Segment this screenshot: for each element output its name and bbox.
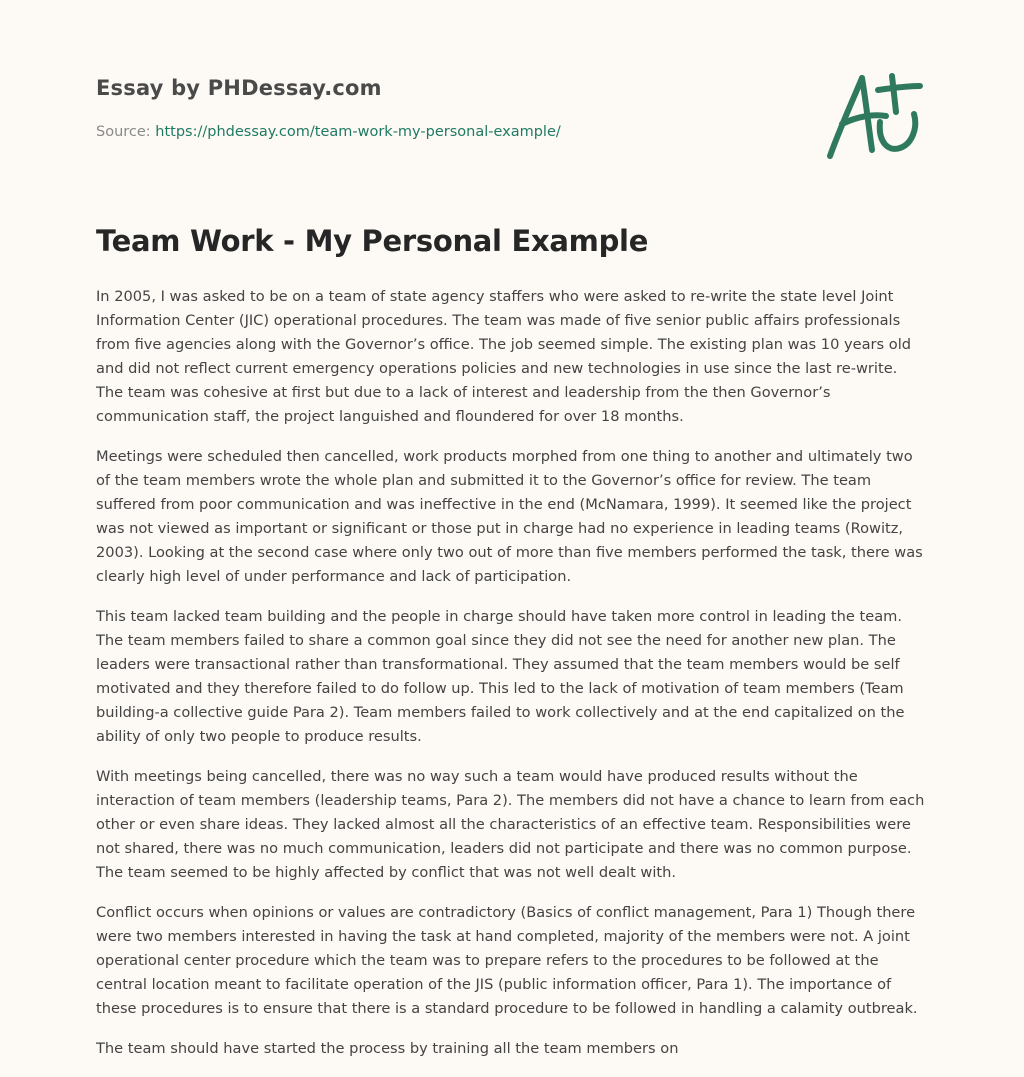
essay-paragraph: This team lacked team building and the people in charge should have taken more control in leading the team. The team members failed to share a common goal since they did not see the need for another new plan. The leaders were transactional rather than transformational. They assumed that the team members would be self motivated and they therefore failed to do follow up. This led to the lack of motivation of team members (Team building-a collective guide Para 2). Team members failed to work collectively and at the end capitalized on the ability of only two people to produce results. [96, 608, 905, 745]
source-line [96, 124, 561, 140]
essay-paragraph: With meetings being cancelled, there was no way such a team would have produced results without the interaction of team members (leadership teams, Para 2). The members did not have a chance to learn from each other or even share ideas. They lacked almost all the characteristics of an effective team. Responsibilities were not shared, there was no much communication, leaders did not participate and there was no common purpose. The team seemed to be highly affected by conflict that was not well dealt with. [96, 768, 925, 881]
a-plus-grade-icon [822, 66, 930, 168]
essay-paragraph: Conflict occurs when opinions or values are contradictory (Basics of conflict management, Para 1) Though there were two members interested in having the task at hand completed, majority of the members were not. A joint operational center procedure which the team was to prepare refers to the procedures to be followed at the central location meant to facilitate operation of the JIS (public information officer, Para 1). The importance of these procedures is to ensure that there is a standard procedure to be followed in handling a calamity outbreak. [96, 904, 918, 1017]
source-label: Source: [96, 124, 151, 140]
essay-paragraph: In 2005, I was asked to be on a team of state agency staffers who were asked to re-write the state level Joint Information Center (JIC) operational procedures. The team was made of five senior public affairs professionals from five agencies along with the Governor’s office. The job seemed simple. The existing plan was 10 years old and did not reflect current emergency operations policies and new technologies in use since the last re-write. The team was cohesive at first but due to a lack of interest and leadership from the then Governor’s communication staff, the project languished and floundered for over 18 months. [96, 288, 912, 425]
essay-paragraph: Meetings were scheduled then cancelled, work products morphed from one thing to another and ultimately two of the team members wrote the whole plan and submitted it to the Governor’s office for review. The team suffered from poor communication and was ineffective in the end (McNamara, 1999). It seemed like the project was not viewed as important or significant or those put in charge had no experience in leading teams (Rowitz, 2003). Looking at the second case where only two out of more than five members performed the task, there was clearly high level of under performance and lack of participation. [96, 448, 923, 585]
source-link[interactable]: https://phdessay.com/team-work-my-personal-example/ [155, 124, 561, 140]
essay-body [96, 285, 928, 1077]
site-brand: Essay by PHDessay.com [96, 76, 382, 100]
essay-paragraph: The team should have started the process by training all the team members on [96, 1040, 679, 1057]
essay-title: Team Work - My Personal Example [96, 224, 649, 258]
